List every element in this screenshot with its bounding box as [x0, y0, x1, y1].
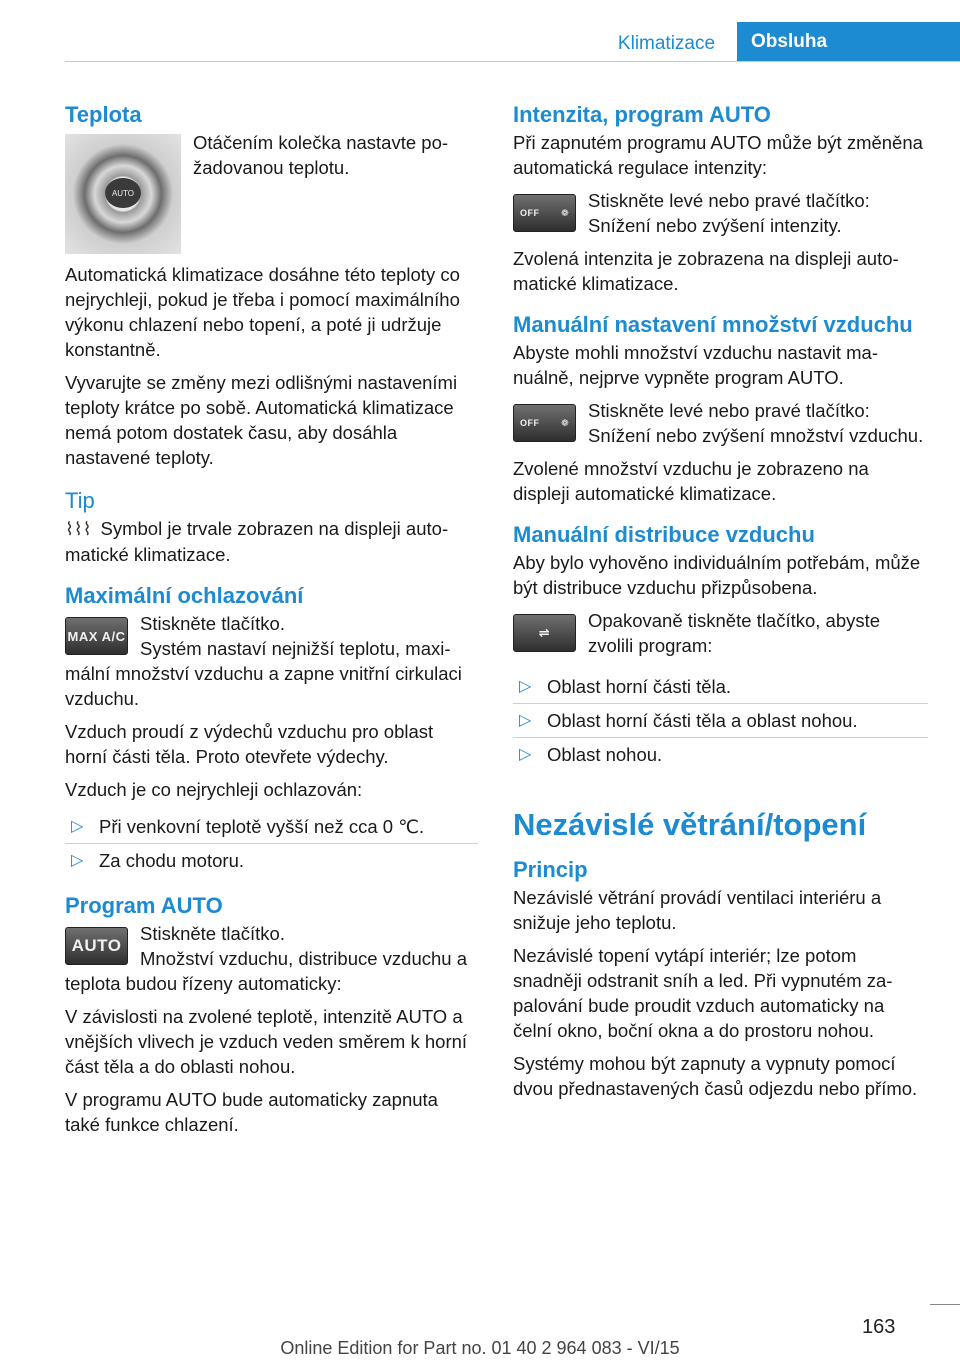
fan-buttons-icon [513, 194, 576, 232]
max-text-4: Vzduch je co nejrychleji ochlazován: [65, 779, 363, 800]
manual-amount-text-1: Abyste mohli množství vzduchu nastavit manuálně, nejprve vypněte program AUTO. [513, 342, 879, 388]
off-label: OFF [520, 208, 540, 218]
princip-heading: Princip [513, 857, 588, 882]
list-item [513, 738, 928, 771]
temperature-dial-icon [65, 134, 181, 254]
auto-block [65, 921, 478, 1004]
princip-text-2: Nezávislé topení vytápí interiér; lze potom snadněji odstranit sníh a led. Při vypnutém zapalování bude proudit vzduch automaticky na čelní okno, boční okna a do prostoru nohou. [513, 945, 893, 1041]
heat-symbol-icon: ⌇⌇⌇ [65, 519, 92, 539]
right-column [513, 100, 928, 1109]
header-divider [65, 61, 960, 62]
teplota-text-1: Otáčením kolečka nastavte požadovanou teplotu. [193, 132, 449, 178]
max-heading: Maximální ochlazování [65, 583, 304, 608]
teplota-text-2: Automatická klimatizace dosáhne této teploty co nejrychleji, pokud je třeba i pomocí maximálního výkonu chlazení nebo topení, a poté ji udržuje konstantně. [65, 264, 460, 360]
header-chapter: Obsluha [737, 22, 960, 62]
max-text-1: Stiskněte tlačítko. [140, 613, 285, 634]
list-item-text: Za chodu motoru. [99, 850, 244, 871]
air-distribution-button-icon: ⇌ [513, 614, 576, 652]
teplota-text-3: Vyvarujte se změny mezi odlišnými nastaveními teploty krátce po sobě. Automatická klimatizace nemá potom dostatek času, aby dosáhla nastavené teploty. [65, 372, 458, 468]
manual-dist-text-2: Opakovaně tiskněte tlačítko, abyste zvolili program: [588, 610, 881, 656]
list-item [65, 844, 478, 877]
list-item-text: Oblast horní části těla a oblast nohou. [547, 710, 858, 731]
manual-dist-list [513, 670, 928, 771]
dial-auto-label: AUTO [105, 178, 141, 208]
max-text-2: Systém nastaví nejnižší teplotu, maximální množství vzduchu a zapne vnitřní cirkulaci vzduchu. [65, 638, 462, 709]
left-column [65, 100, 478, 1145]
intenzita-text-1: Při zapnutém programu AUTO může být změněna automatická regulace intenzity: [513, 132, 923, 178]
arrow-icon: ▷ [71, 818, 84, 835]
footer-edition: Online Edition for Part no. 01 40 2 964 083 - VI/15 [280, 1338, 680, 1358]
max-block [65, 611, 478, 719]
arrow-icon: ▷ [71, 852, 84, 869]
list-item-text: Při venkovní teplotě vyšší než cca 0 ℃. [99, 816, 425, 837]
manual-amount-block [513, 398, 928, 456]
princip-text-3: Systémy mohou být zapnuty a vypnuty pomocí dvou přednastavených časů odjezdu nebo přímo. [513, 1053, 918, 1099]
list-item-text: Oblast horní části těla. [547, 676, 732, 697]
nezavisle-title: Nezávislé větrání/topení [513, 807, 867, 842]
page-number: 163 [862, 1316, 896, 1338]
princip-text-1: Nezávislé větrání provádí ventilaci interiéru a snižuje jeho teplotu. [513, 887, 882, 933]
auto-text-4: V programu AUTO bude automaticky zapnuta také funkce chlazení. [65, 1089, 438, 1135]
teplota-heading: Teplota [65, 102, 142, 127]
manual-amount-text-3: Zvolené množství vzduchu je zobrazeno na displeji automatické klimatizace. [513, 458, 869, 504]
manual-amount-heading: Manuální nastavení množství vzduchu [513, 312, 913, 337]
max-ac-button-icon: MAX A/C [65, 617, 128, 655]
intenzita-block [513, 188, 928, 246]
list-item [513, 670, 928, 704]
auto-text-2: Množství vzduchu, distribuce vzduchu a teplota budou řízeny automaticky: [65, 948, 467, 994]
footer-divider [930, 1304, 960, 1305]
manual-amount-text-2: Stiskněte levé nebo pravé tlačítko: Snížení nebo zvýšení množství vzduchu. [588, 400, 924, 446]
header-section: Klimatizace [617, 33, 716, 54]
intenzita-text-3: Zvolená intenzita je zobrazena na displeji automatické klimatizace. [513, 248, 899, 294]
auto-text-1: Stiskněte tlačítko. [140, 923, 285, 944]
tip-heading: Tip [65, 488, 95, 513]
auto-button-icon: AUTO [65, 927, 128, 965]
tip-text [65, 516, 478, 567]
arrow-icon: ▷ [519, 678, 532, 695]
fan-icon: ❁ [560, 207, 569, 218]
max-text-3: Vzduch proudí z výdechů vzduchu pro oblast horní části těla. Proto otevřete výdechy. [65, 721, 434, 767]
teplota-block [65, 130, 478, 262]
list-item [65, 810, 478, 844]
arrow-icon: ▷ [519, 746, 532, 763]
auto-text-3: V závislosti na zvolené teplotě, intenzitě AUTO a vnějších vlivech je vzduch veden směrem k horní část těla a do oblasti nohou. [65, 1006, 468, 1077]
fan-icon: ❁ [560, 417, 569, 428]
intenzita-heading: Intenzita, program AUTO [513, 102, 771, 127]
fan-buttons-icon [513, 404, 576, 442]
list-item [513, 704, 928, 738]
manual-dist-block [513, 608, 928, 666]
intenzita-text-2: Stiskněte levé nebo pravé tlačítko: Snížení nebo zvýšení intenzity. [588, 190, 870, 236]
max-list [65, 810, 478, 877]
tip-text-body: Symbol je trvale zobrazen na displeji automatické klimatizace. [65, 518, 449, 565]
off-label: OFF [520, 418, 540, 428]
arrow-icon: ▷ [519, 712, 532, 729]
manual-dist-heading: Manuální distribuce vzduchu [513, 522, 815, 547]
list-item-text: Oblast nohou. [547, 744, 663, 765]
auto-heading: Program AUTO [65, 893, 223, 918]
manual-dist-text-1: Aby bylo vyhověno individuálním potřebám, může být distribuce vzduchu přizpůsobena. [513, 552, 921, 598]
